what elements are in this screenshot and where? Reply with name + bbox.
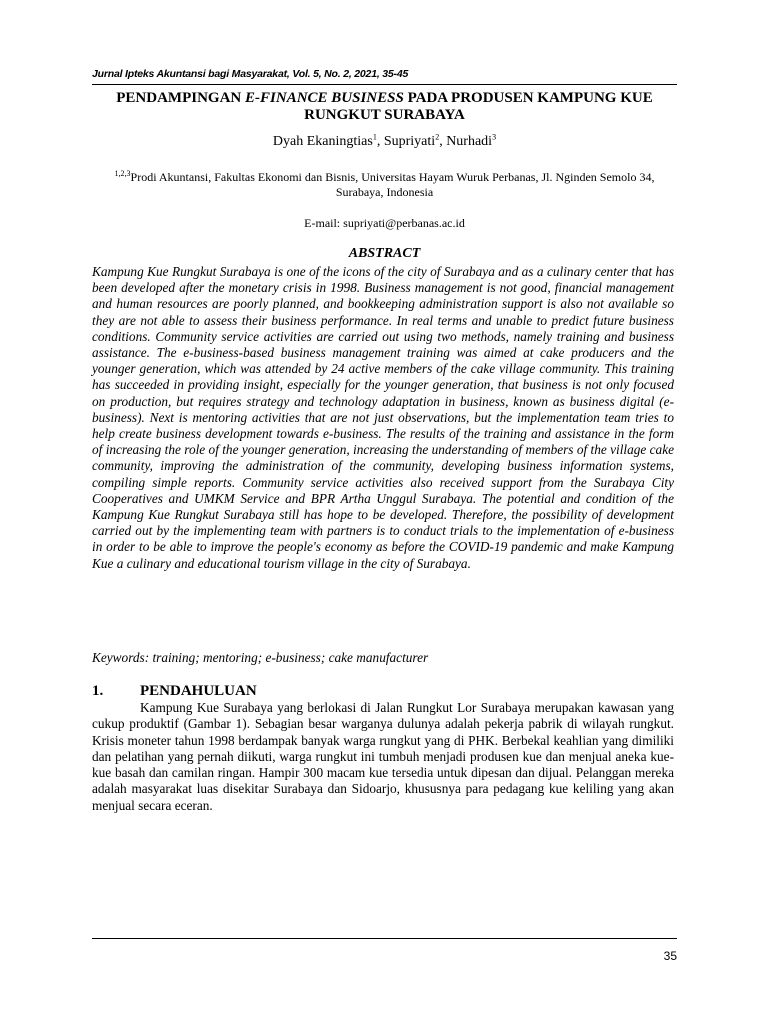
author-sep: , bbox=[439, 134, 447, 149]
affiliation-text: Prodi Akuntansi, Fakultas Ekonomi dan Bisnis, Universitas Hayam Wuruk Perbanas, Jl. Nginden Semolo 34, Surabaya, Indonesia bbox=[130, 170, 655, 199]
abstract-text: Kampung Kue Rungkut Surabaya is one of the icons of the city of Surabaya and as a culinary center that has been developed after the monetary crisis in 1998. Business management is not good, financial management and human resources are poorly planned, and bookkeeping administration support is also not available so they are not able to assess their business performance. In real terms and unable to predict future business conditions. Community service activities are carried out using two methods, namely training and business assistance. The e-business-based business management training was aimed at cake producers and the younger generation, which was attended by 24 active members of the cake village community. This training has succeeded in providing insight, especially for the younger generation, that business is not only focused on production, but requires strategy and technology adaptation in business, known as business digital (e-business). Next is mentoring activities that are not just observations, but the implementation team tries to help create business development towards e-business. The results of the training and assistance in the form of increasing the role of the younger generation, increasing the understanding of members of the village cake community, improving the administration of the community, developing business information systems, compiling simple reports. Community service activities also received support from the Surabaya City Cooperatives and UMKM Service and BPR Artha Unggul Surabaya. The potential and condition of the Kampung Kue Rungkut Surabaya still has hope to be developed. Therefore, the possibility of development carried out by the implementing team with partners is to conduct trials to the implementation of e-business in order to be able to improve the people's economy as before the COVID-19 pandemic and make Kampung Kue a culinary and educational tourism village in the city of Surabaya. bbox=[92, 264, 674, 571]
section-paragraph: Kampung Kue Surabaya yang berlokasi di Jalan Rungkut Lor Surabaya merupakan kawasan yang cukup produktif (Gambar 1). Sebagian besar warganya dulunya adalah pekerja pabrik di wilayah rungkut. Krisis moneter tahun 1998 berdampak banyak warga rungkut yang di PHK. Berbekal keahlian yang dimiliki dan pelatihan yang pernah diikuti, warga rungkut ini tumbuh menjadi produsen kue dan menjual aneka kue-kue basah dan camilan ringan. Hampir 300 macam kue tersedia untuk dipesan dan dijual. Pelanggan mereka adalah masyarakat luas disekitar Surabaya dan Sidoarjo, khususnya para pedagang kue keliling yang akan menjual secara eceran. bbox=[92, 700, 674, 813]
title-part-1: PENDAMPINGAN bbox=[116, 90, 246, 106]
author-2-name: Supriyati bbox=[383, 134, 436, 149]
page-number: 35 bbox=[663, 949, 677, 963]
author-sep: , bbox=[376, 134, 384, 149]
author-3-name: Nurhadi bbox=[446, 134, 493, 149]
affiliation-sup: 1,2,3 bbox=[114, 169, 131, 178]
author-list bbox=[92, 134, 677, 150]
author-1-sup: 1 bbox=[372, 132, 377, 142]
keywords: Keywords: training; mentoring; e-business; cake manufacturer bbox=[92, 650, 429, 665]
section-title: PENDAHULUAN bbox=[140, 683, 257, 699]
abstract-heading: ABSTRACT bbox=[348, 246, 421, 261]
section-number: 1. bbox=[92, 683, 104, 699]
contact-email: E-mail: supriyati@perbanas.ac.id bbox=[304, 216, 465, 230]
affiliation bbox=[92, 170, 677, 200]
author-1-name: Dyah Ekaningtias bbox=[272, 134, 373, 149]
title-italic-part: E-FINANCE BUSINESS bbox=[245, 90, 404, 106]
author-2-sup: 2 bbox=[435, 132, 440, 142]
footer-rule bbox=[92, 938, 677, 939]
author-3-sup: 3 bbox=[492, 132, 497, 142]
header-rule bbox=[92, 84, 677, 85]
paper-title bbox=[92, 90, 677, 124]
title-part-2: PADA PRODUSEN KAMPUNG KUE RUNGKUT SURABAYA bbox=[304, 90, 653, 123]
journal-header: Jurnal Ipteks Akuntansi bagi Masyarakat, Vol. 5, No. 2, 2021, 35-45 bbox=[92, 68, 409, 80]
